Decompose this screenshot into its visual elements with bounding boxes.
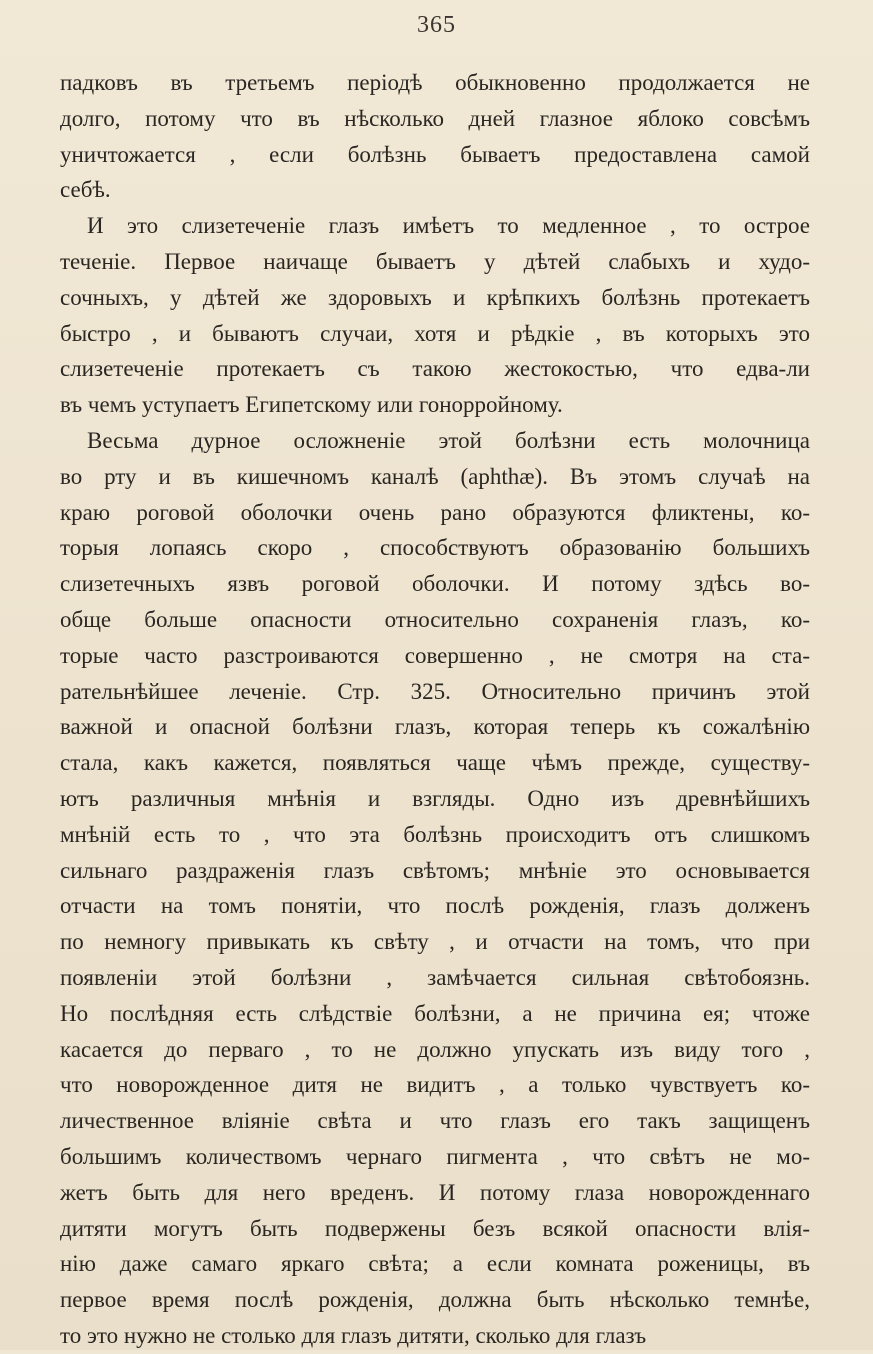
text-line: слизетеченіе протекаетъ съ такою жестокостью, что едва-ли [60,356,810,382]
text-line: то это нужно не столько для глазъ дитяти, сколько для глазъ [60,1322,647,1348]
text-line: Но послѣдняя есть слѣдствіе болѣзни, а не причина ея; чтоже [60,1000,810,1026]
text-line: отчасти на томъ понятіи, что послѣ рожденія, глазъ долженъ [60,893,810,919]
text-line: первое время послѣ рожденія, должна быть нѣсколько темнѣе, [60,1287,810,1313]
text-line: уничтожается , если болѣзнь бываетъ предоставлена самой [60,141,810,167]
text-line: нію даже самаго яркаго свѣта; а если комната роженицы, въ [60,1251,810,1277]
body-text [60,65,810,1354]
text-line: въ чемъ уступаетъ Египетскому или гонорройному. [60,392,563,418]
text-line: по немногу привыкать къ свѣту , и отчасти на томъ, что при [60,929,810,955]
text-line: сильнаго раздраженія глазъ свѣтомъ; мнѣніе это основывается [60,857,810,883]
text-line: торые часто разстроиваются совершенно , не смотря на ста- [60,642,810,668]
text-line: И это слизетеченіе глазъ имѣетъ то медленное , то острое [87,213,810,239]
text-line: личественное вліяніе свѣта и что глазъ его такъ защищенъ [60,1108,810,1134]
text-line: во рту и въ кишечномъ каналѣ (aphthæ). Въ этомъ случаѣ на [60,463,810,489]
text-line: ютъ различныя мнѣнія и взгляды. Одно изъ древнѣйшихъ [60,785,810,811]
text-line: важной и опасной болѣзни глазъ, которая теперь къ сожалѣнію [60,714,810,740]
text-line: быстро , и бываютъ случаи, хотя и рѣдкіе , въ которыхъ это [60,320,810,346]
text-line: рательнѣйшее леченіе. Стр. 325. Относительно причинъ этой [60,678,810,704]
text-line: Весьма дурное осложненіе этой болѣзни есть молочница [87,427,810,453]
paragraph [60,65,810,208]
text-line: обще больше опасности относительно сохраненія глазъ, ко- [60,606,810,632]
paragraph [60,208,810,423]
text-line: слизетечныхъ язвъ роговой оболочки. И потому здѣсь во- [60,571,810,597]
text-line: стала, какъ кажется, появляться чаще чѣмъ прежде, существу- [60,750,810,776]
page-number: 365 [417,12,456,38]
text-line: падковъ въ третьемъ періодѣ обыкновенно продолжается не [60,70,810,95]
text-line: что новорожденное дитя не видитъ , а только чувствуетъ ко- [60,1072,810,1098]
text-line: торыя лопаясь скоро , способствуютъ образованію большихъ [60,535,810,561]
text-line: большимъ количествомъ чернаго пигмента , что свѣтъ не мо- [60,1143,810,1169]
text-line: мнѣній есть то , что эта болѣзнь происходитъ отъ слишкомъ [60,821,810,847]
text-line: долго, потому что въ нѣсколько дней глазное яблоко совсѣмъ [60,105,810,131]
text-line: теченіе. Первое наичаще бываетъ у дѣтей слабыхъ и худо- [60,248,810,274]
text-line: дитяти могутъ быть подвержены безъ всякой опасности влія- [60,1215,810,1241]
text-line: жетъ быть для него вреденъ. И потому глаза новорожденнаго [60,1179,810,1205]
text-line: себѣ. [60,177,111,203]
text-line: появленіи этой болѣзни , замѣчается сильная свѣтобоязнь. [60,964,810,990]
text-line: краю роговой оболочки очень рано образуются фликтены, ко- [60,499,810,525]
text-line: сочныхъ, у дѣтей же здоровыхъ и крѣпкихъ болѣзнь протекаетъ [60,284,810,310]
text-line: касается до перваго , то не должно упускать изъ виду того , [60,1036,810,1062]
paragraph [60,423,810,1354]
